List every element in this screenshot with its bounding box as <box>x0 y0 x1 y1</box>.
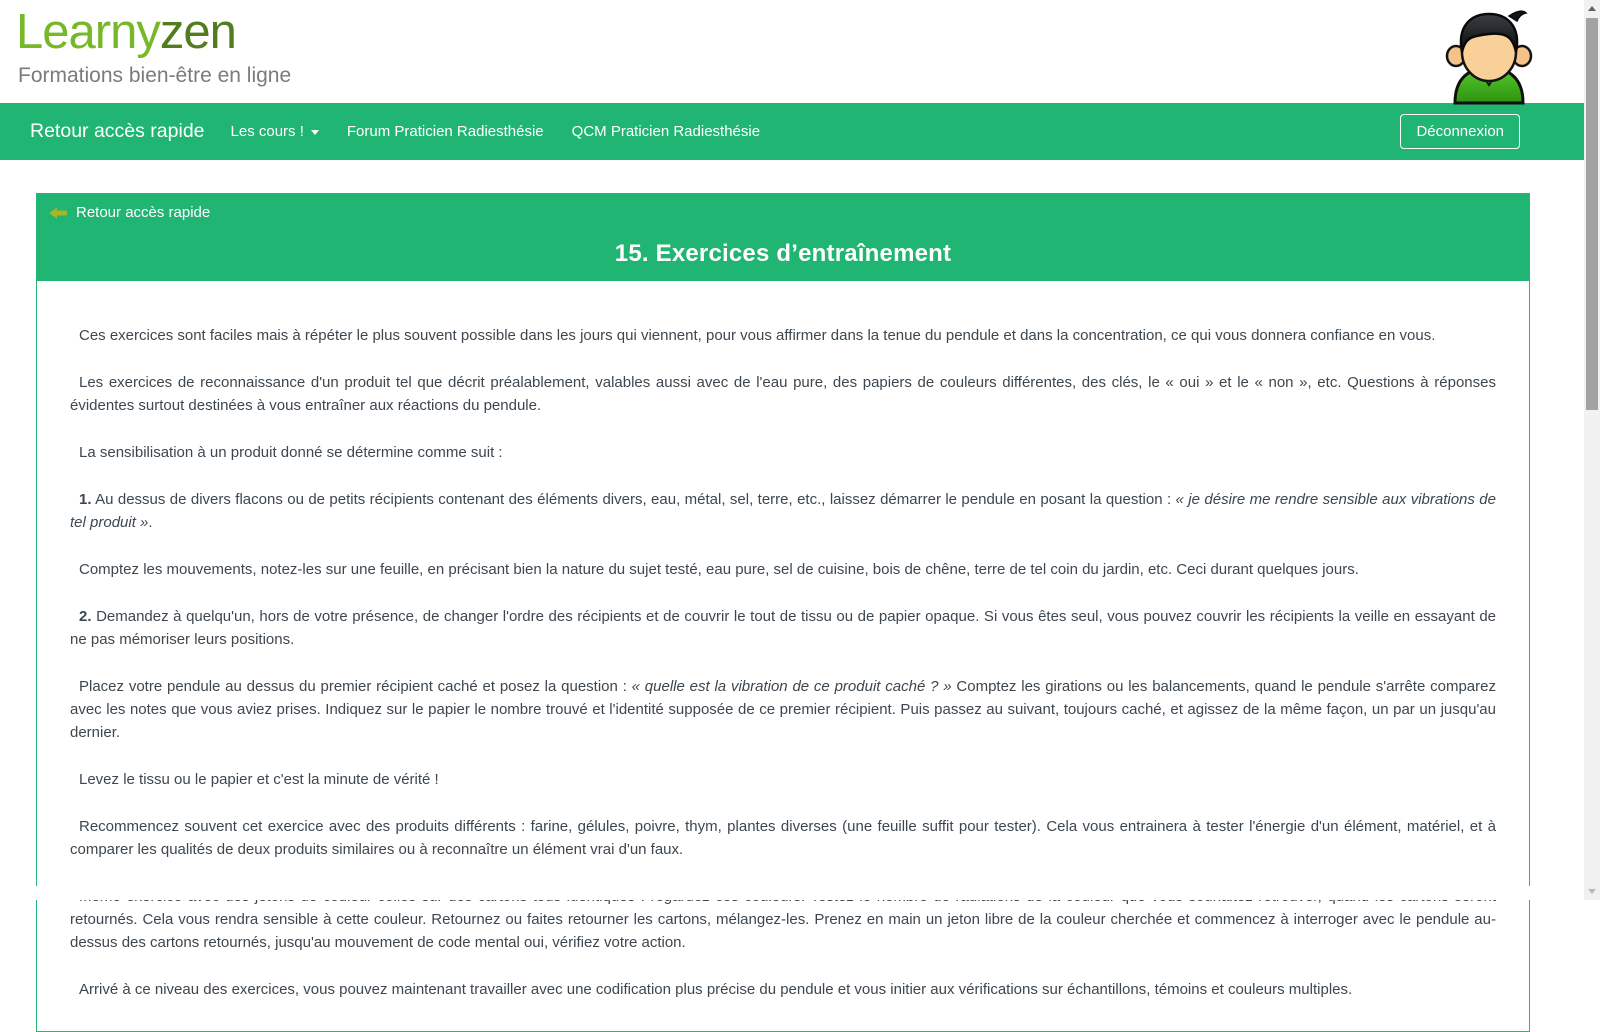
person-avatar-icon <box>1443 8 1535 103</box>
logo-text-secondary: zen <box>159 5 236 59</box>
scrollbar-down-button[interactable] <box>1584 883 1600 900</box>
triangle-up-icon <box>1588 6 1596 11</box>
nav-brand-retour-acces-rapide[interactable]: Retour accès rapide <box>30 120 205 142</box>
nav-item-qcm-praticien-radiesthesie[interactable] <box>572 123 760 140</box>
paragraph: retournés. Cela vous rendra sensible à cette couleur. Retournez ou faites retourner les cartons, mélangez-les. Prenez en main un jeton libre de la couleur cherchée et commencez à interroger avec le pendule au-dessus des cartons retournés, jusqu'au mouvement de code mental oui, vérifiez votre action. <box>70 911 1496 952</box>
nav-item-label: QCM Praticien Radiesthésie <box>571 123 761 140</box>
paragraph: Ces exercices sont faciles mais à répéter le plus souvent possible dans les jours qui viennent, pour vous affirmer dans la tenue du pendule et dans la concentration, ce qui vous donnera confiance en vous. <box>79 327 1436 345</box>
user-avatar[interactable] <box>1443 8 1535 103</box>
paragraph: 1. Au dessus de divers flacons ou de petits récipients contenant des éléments divers, eau, métal, sel, terre, etc., laissez démarrer le pendule en posant la question : « je désire me rendre sensible aux vibrations de tel produit ». <box>70 491 1496 532</box>
breadcrumb <box>37 194 1529 221</box>
main-navbar <box>0 103 1584 160</box>
site-header <box>0 0 1584 103</box>
back-link[interactable]: Retour accès rapide <box>76 204 211 221</box>
logo-text-primary: Learny <box>16 5 160 59</box>
arrow-left-icon[interactable] <box>49 207 67 219</box>
page-title: 15. Exercices d’entraînement <box>614 240 952 268</box>
nav-item-label: Forum Praticien Radiesthésie <box>346 123 544 140</box>
nav-item-label: Les cours ! <box>230 123 304 140</box>
paragraph: Comptez les mouvements, notez-les sur une feuille, en précisant bien la nature du sujet testé, eau pure, sel de cuisine, bois de chêne, terre de tel coin du jardin, etc. Ceci durant quelques jours. <box>79 561 1359 579</box>
scrollbar-up-button[interactable] <box>1584 0 1600 17</box>
chevron-down-icon <box>311 130 319 135</box>
vertical-scrollbar[interactable] <box>1584 0 1600 900</box>
nav-items <box>231 123 761 140</box>
nav-item-les-cours[interactable] <box>231 123 319 140</box>
logout-button[interactable]: Déconnexion <box>1400 114 1520 149</box>
site-logo[interactable] <box>16 6 236 60</box>
paragraph: Levez le tissu ou le papier et c'est la minute de vérité ! <box>79 771 439 789</box>
nav-item-forum-praticien-radiesthesie[interactable] <box>347 123 544 140</box>
viewport-bottom-cut <box>0 886 1584 900</box>
paragraph: Les exercices de reconnaissance d'un produit tel que décrit préalablement, valables aussi avec de l'eau pure, des papiers de couleurs différentes, des clés, le « oui » et le « non », etc. Questions à réponses évidentes surtout destinées à vous entraîner aux réactions du pendule. <box>70 374 1496 415</box>
paragraph: La sensibilisation à un produit donné se détermine comme suit : <box>79 444 503 462</box>
paragraph: Recommencez souvent cet exercice avec des produits différents : farine, gélules, poivre, thym, plantes diverses (une feuille suffit pour tester). Cela vous entrainera à tester l'énergie d'un élément, matériel, et à comparer les qualités de deux produits similaires ou à reconnaître un élément vrai d'un faux. <box>70 818 1496 859</box>
lesson-card <box>36 193 1530 1032</box>
scrollbar-thumb[interactable] <box>1586 18 1598 410</box>
paragraph: 2. Demandez à quelqu'un, hors de votre présence, de changer l'ordre des récipients et de couvrir le tout de tissu ou de papier opaque. Si vous êtes seul, vous pouvez couvrir les récipients la veille en essayant de ne pas mémoriser leurs positions. <box>70 608 1496 649</box>
paragraph: Placez votre pendule au dessus du premier récipient caché et posez la question : « quelle est la vibration de ce produit caché ? » Comptez les girations ou les balancements, quand le pendule s'arrête comparez avec les notes que vous aviez prises. Indiquez sur le papier le nombre trouvé et l'identité supposée de ce premier récipient. Puis passez au suivant, toujours caché, et agissez de la même façon, un par un jusqu'au dernier. <box>70 678 1496 742</box>
main-content <box>0 193 1584 1032</box>
triangle-down-icon <box>1588 889 1596 894</box>
lesson-card-header <box>37 194 1529 281</box>
article-body <box>37 297 1529 1031</box>
site-tagline: Formations bien-être en ligne <box>18 64 292 87</box>
paragraph: Arrivé à ce niveau des exercices, vous pouvez maintenant travailler avec une codification plus précise du pendule et vous initier aux vérifications sur échantillons, témoins et couleurs multiples. <box>79 981 1353 999</box>
